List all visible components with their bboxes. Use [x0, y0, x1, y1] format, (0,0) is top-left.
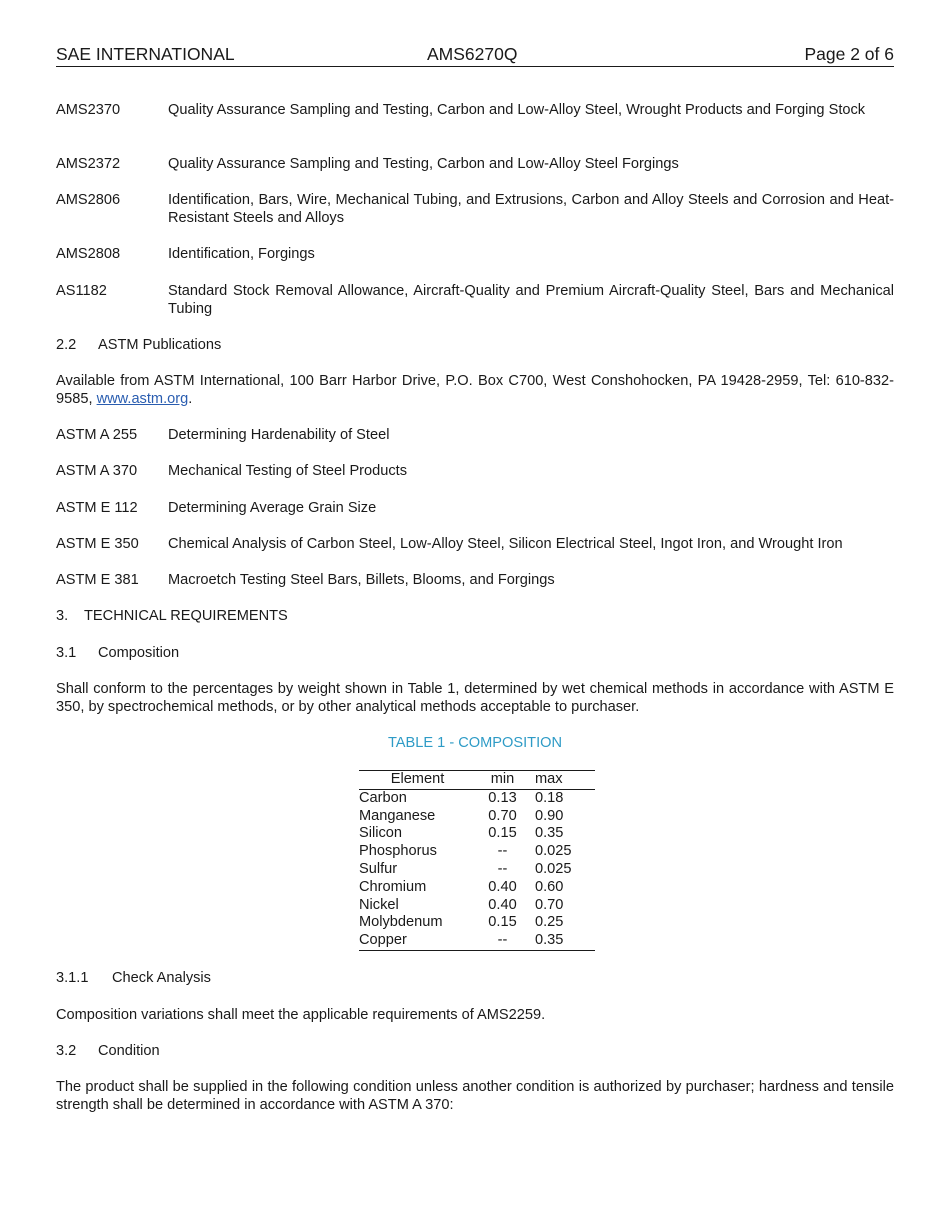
header-element: Element — [359, 771, 476, 790]
condition-paragraph: The product shall be supplied in the following condition unless another condition is authorized by purchaser; hardness and tensile strength shall be determined in accordance with ASTM A 370: — [56, 1079, 894, 1113]
reference-entry — [56, 463, 894, 481]
section-heading-3-2 — [56, 1043, 160, 1061]
cell-min: -- — [497, 860, 508, 877]
reference-title: Macroetch Testing Steel Bars, Billets, Blooms, and Forgings — [168, 572, 555, 588]
reference-title: Identification, Bars, Wire, Mechanical Tubing, and Extrusions, Carbon and Alloy Steels and Corrosion and Heat-Resistant Steels and Alloys — [168, 192, 894, 226]
cell-element: Nickel — [359, 896, 399, 913]
cell-element: Copper — [359, 932, 476, 950]
reference-title: Quality Assurance Sampling and Testing, Carbon and Low-Alloy Steel Forgings — [168, 156, 679, 172]
cell-element: Silicon — [359, 825, 402, 842]
reference-title: Determining Average Grain Size — [168, 500, 377, 516]
reference-title: Chemical Analysis of Carbon Steel, Low-Alloy Steel, Silicon Electrical Steel, Ingot Iron, and Wrought Iron — [168, 536, 843, 552]
reference-entry — [56, 536, 894, 554]
cell-min: 0.15 — [488, 825, 517, 842]
cell-max: 0.70 — [535, 896, 564, 913]
reference-entry — [56, 156, 894, 174]
reference-entry — [56, 500, 894, 518]
section-title: ASTM Publications — [98, 337, 222, 353]
section-number: 3.1 — [56, 645, 77, 661]
table-row — [359, 897, 595, 915]
reference-entry — [56, 572, 894, 590]
cell-max: 0.35 — [535, 825, 564, 842]
section-title: TECHNICAL REQUIREMENTS — [84, 608, 288, 624]
reference-code: ASTM E 381 — [56, 572, 139, 588]
cell-max: 0.025 — [535, 860, 572, 877]
reference-title: Standard Stock Removal Allowance, Aircraft-Quality and Premium Aircraft-Quality Steel, Bars and Mechanical Tubing — [168, 283, 894, 317]
cell-element: Chromium — [359, 878, 427, 895]
reference-title: Identification, Forgings — [168, 246, 315, 262]
section-number: 2.2 — [56, 337, 77, 353]
cell-max: 0.35 — [529, 932, 595, 950]
section-number: 3.1.1 — [56, 970, 89, 986]
section-heading-2-2 — [56, 337, 221, 355]
reference-code: AMS2808 — [56, 246, 121, 262]
reference-title: Determining Hardenability of Steel — [168, 427, 390, 443]
astm-website-link[interactable]: www.astm.org — [96, 390, 189, 407]
section-title: Check Analysis — [112, 970, 211, 986]
reference-entry — [56, 102, 894, 120]
check-analysis-paragraph: Composition variations shall meet the applicable requirements of AMS2259. — [56, 1007, 546, 1023]
reference-code: ASTM A 370 — [56, 463, 138, 479]
reference-code: AMS2372 — [56, 156, 121, 172]
cell-min: 0.40 — [488, 896, 517, 913]
section-heading-3 — [56, 608, 288, 626]
section-number: 3.2 — [56, 1043, 77, 1059]
page-header — [56, 44, 894, 67]
reference-code: ASTM E 112 — [56, 500, 138, 516]
section-heading-3-1 — [56, 645, 179, 663]
table-row — [359, 914, 595, 932]
astm-availability-paragraph — [56, 373, 894, 408]
table-row — [359, 932, 595, 950]
cell-max: 0.025 — [535, 843, 572, 860]
cell-element: Manganese — [359, 807, 436, 824]
header-max: max — [529, 771, 595, 790]
table-row — [359, 825, 595, 843]
reference-title: Quality Assurance Sampling and Testing, Carbon and Low-Alloy Steel, Wrought Products and Forging Stock — [168, 102, 866, 118]
table-header-row — [359, 771, 595, 790]
section-title: Composition — [98, 645, 180, 661]
section-title: Condition — [98, 1043, 160, 1059]
cell-element: Sulfur — [359, 860, 398, 877]
cell-min: 0.70 — [488, 807, 517, 824]
table-row — [359, 808, 595, 826]
cell-max: 0.25 — [535, 914, 564, 931]
table-row — [359, 861, 595, 879]
cell-element: Phosphorus — [359, 843, 437, 860]
section-number: 3. — [56, 608, 69, 624]
header-doc-number: AMS6270Q — [427, 44, 518, 64]
reference-code: AMS2370 — [56, 102, 121, 118]
reference-code: AS1182 — [56, 283, 107, 299]
reference-code: ASTM A 255 — [56, 427, 138, 443]
availability-trailing: . — [188, 390, 193, 407]
cell-max: 0.60 — [535, 878, 564, 895]
section-heading-3-1-1 — [56, 970, 211, 988]
table-row — [359, 789, 595, 807]
reference-entry — [56, 427, 894, 445]
cell-min: 0.15 — [488, 914, 517, 931]
cell-max: 0.18 — [535, 789, 564, 806]
reference-code: ASTM E 350 — [56, 536, 139, 552]
reference-code: AMS2806 — [56, 192, 121, 208]
header-page-number: Page 2 of 6 — [804, 44, 894, 64]
cell-min: -- — [476, 932, 529, 950]
reference-entry — [56, 283, 894, 318]
table-title: TABLE 1 - COMPOSITION — [387, 735, 563, 751]
cell-element: Carbon — [359, 789, 407, 806]
availability-text: Available from ASTM International, 100 Barr Harbor Drive, P.O. Box C700, West Conshohocken, PA 19428-2959, Tel: 610-832-9585, — [56, 373, 894, 407]
composition-paragraph: Shall conform to the percentages by weight shown in Table 1, determined by wet chemical methods in accordance with ASTM E 350, by spectrochemical methods, or by other analytical methods acceptable to purchaser. — [56, 681, 894, 715]
header-org: SAE INTERNATIONAL — [56, 44, 235, 64]
composition-table — [359, 770, 595, 951]
cell-min: 0.40 — [488, 878, 517, 895]
reference-entry — [56, 192, 894, 227]
cell-max: 0.90 — [535, 807, 564, 824]
cell-min: -- — [497, 843, 508, 860]
header-min: min — [476, 771, 529, 790]
cell-min: 0.13 — [488, 789, 517, 806]
cell-element: Molybdenum — [359, 914, 443, 931]
table-row — [359, 879, 595, 897]
table-row — [359, 843, 595, 861]
reference-entry — [56, 246, 894, 264]
reference-title: Mechanical Testing of Steel Products — [168, 463, 408, 479]
